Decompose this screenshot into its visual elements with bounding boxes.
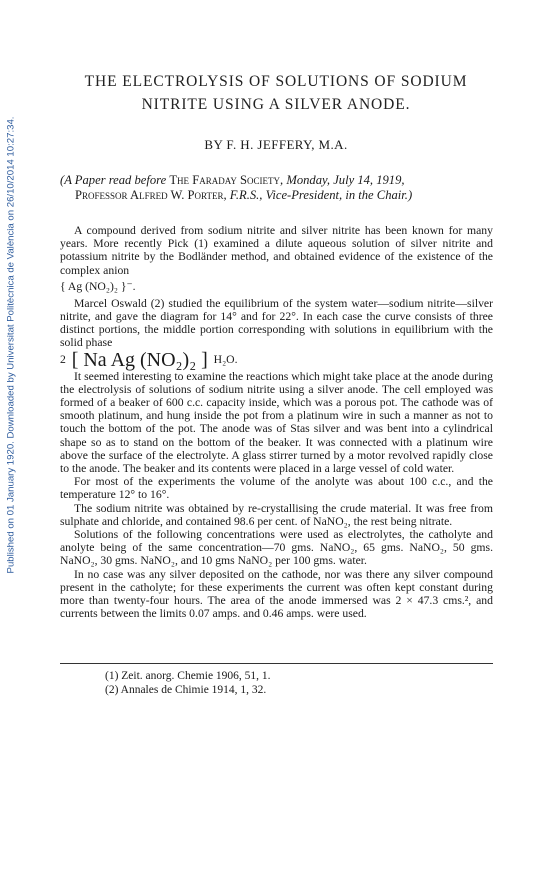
article-body [60, 224, 493, 620]
paragraph-2: Marcel Oswald (2) studied the equilibrium of the system water—sodium nitrite—silver nitrite, and gave the diagram for 14° and for 22°. In each case the curve consists of three distinct portions, the middle portion corresponding with solutions in equilibrium with the solid phase [60, 296, 493, 350]
meeting-prefix: (A Paper read before [60, 173, 170, 187]
title-line-1: THE ELECTROLYSIS OF SOLUTIONS OF SODIUM [84, 73, 468, 90]
chair-title: , F.R.S., Vice-President, in the Chair.) [223, 188, 413, 202]
paragraph-4: For most of the experiments the volume of the anolyte was about 100 c.c., and the temperature 12° to 16°. [60, 475, 493, 502]
paragraph-3: It seemed interesting to examine the reactions which might take place at the anode during the electrolysis of solutions of sodium nitrite using a silver anode. The cell employed was formed of a beaker of 600 c.c. capacity inside, which was a porous pot. The cathode was of smooth platinum, and hung inside the pot from a platinum wire in such a manner as not to touch the bottom of the pot. The anode was of Stas silver and was bent into a cylindrical shape so as to stand on the bottom of the beaker. It was connected with a platinum wire above the surface of the electrolyte. A glass stirrer turned by a motor revolved rapidly close to the anode. The beaker and its contents were placed in a large vessel of cold water. [60, 369, 493, 476]
footnote-1: (1) Zeit. anorg. Chemie 1906, 51, 1. [105, 670, 271, 682]
watermark-text: Published on 01 January 1920. Downloaded by Universitat Politècnica de València on 26/10/2014 10:27:34. [5, 116, 17, 574]
paragraph-7: In no case was any silver deposited on the cathode, nor was there any silver compound present in the catholyte; for these experiments the current was often kept constant during more than twenty-four hours. The area of the anode immersed was 2 × 47.3 cms.², and currents between the limits 0.07 amps. and 0.46 amps. were used. [60, 567, 493, 621]
download-watermark [3, 100, 19, 590]
formula-bracket-part: [ Na Ag (NO₂)₂ ] [71, 348, 208, 371]
formula-complex-anion: { Ag (NO₂)₂ }⁻. [60, 279, 136, 293]
author-byline: BY F. H. JEFFERY, M.A. [204, 137, 348, 152]
paragraph-6: Solutions of the following concentrations were used as electrolytes, the catholyte and anolyte being of the same concentration—70 gms. NaNO₂, 65 gms. NaNO₂, 50 gms. NaNO₂, 30 gms. NaNO₂, and 10 gms NaNO₂ per 100 gms. water. [60, 528, 493, 568]
formula-coefficient: 2 [60, 352, 66, 366]
title-line-2: NITRITE USING A SILVER ANODE. [141, 96, 411, 113]
paragraph-1: A compound derived from sodium nitrite and silver nitrite has been known for many years. More recently Pick (1) examined a dilute aqueous solution of silver nitrite and potassium nitrite by the Bodländer method, and obtained evidence of the existence of the complex anion [60, 224, 493, 277]
footnote-2: (2) Annales de Chimie 1914, 1, 32. [105, 684, 267, 696]
footnote-divider [60, 663, 493, 664]
formula-solid-phase [60, 350, 493, 370]
meeting-date: , Monday, July 14, 1919, [280, 173, 405, 187]
meeting-line-2 [75, 188, 507, 203]
society-name: The Faraday Society [169, 173, 281, 187]
paragraph-5: The sodium nitrite was obtained by re-crystallising the crude material. It was free from sulphate and chloride, and contained 98.6 per cent. of NaNO₂, the rest being nitrate. [60, 501, 493, 528]
meeting-line-1 [60, 173, 492, 188]
formula-water: H₂O. [213, 352, 238, 366]
chair-name: Professor Alfred W. Porter [75, 188, 224, 202]
